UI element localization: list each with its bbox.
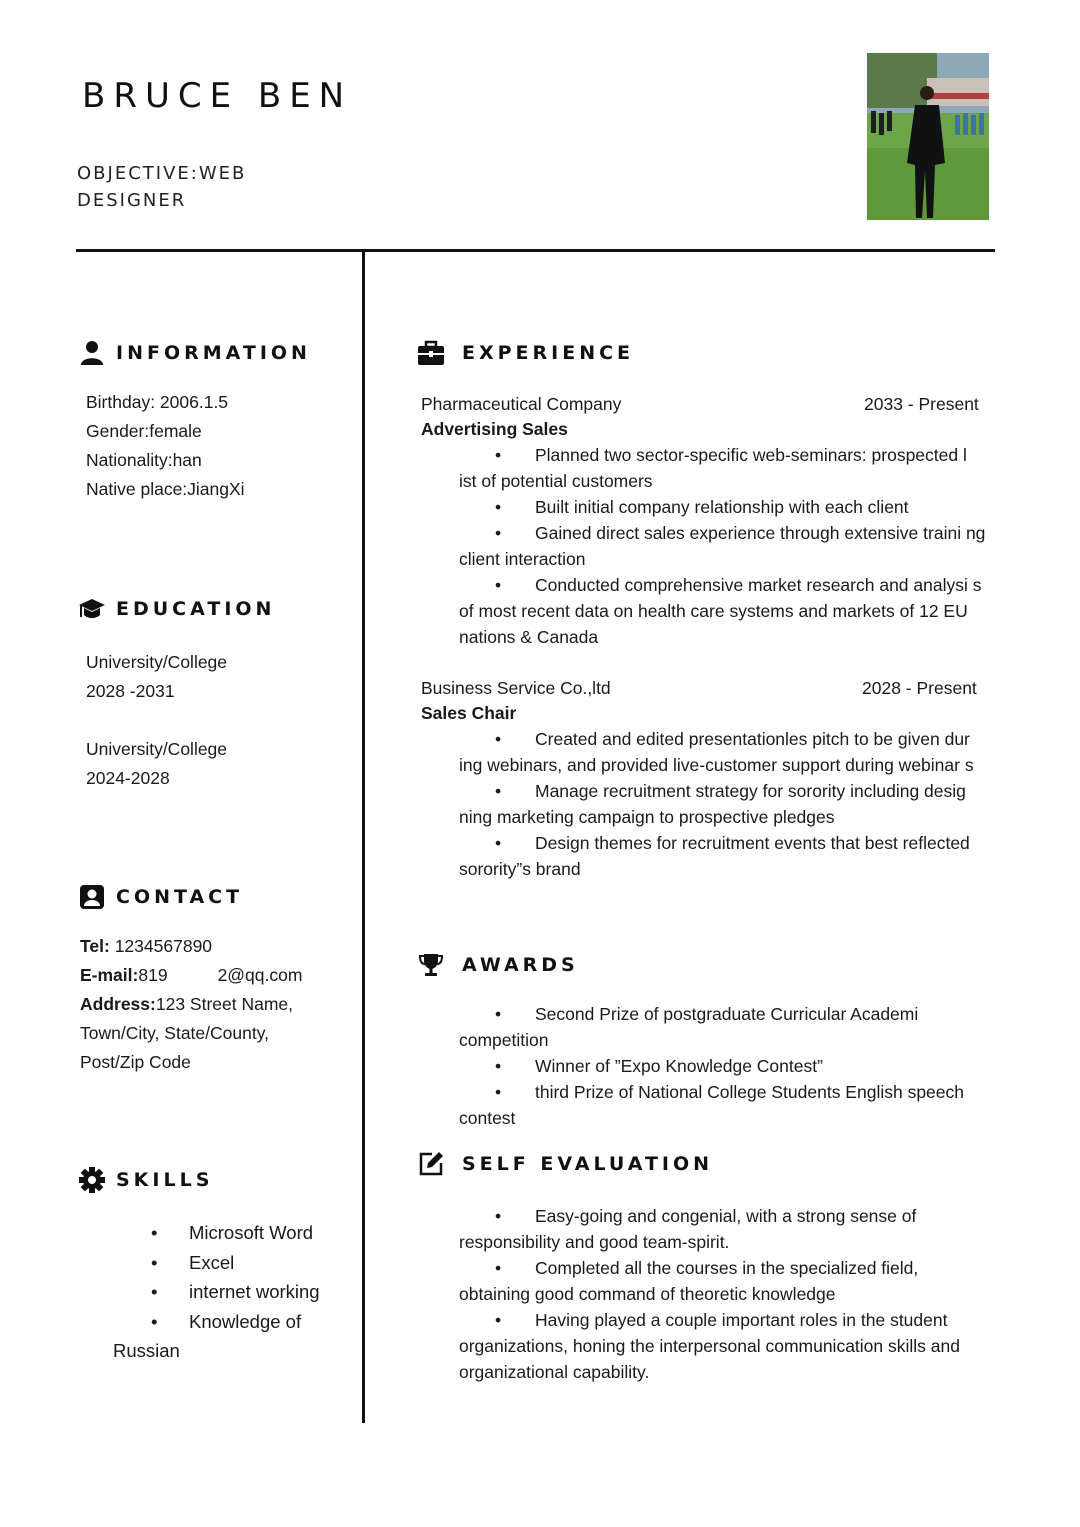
contact-heading [78, 883, 243, 911]
skill-item: • Knowledge of Russian [113, 1307, 343, 1366]
job-bullet: • Gained direct sales experience through extensive traini ng client interaction [459, 520, 989, 572]
self-evaluation-title: SELF EVALUATION [462, 1153, 714, 1175]
skill-item: • Excel [113, 1248, 343, 1278]
job-bullet: • Manage recruitment strategy for sorority including desig ning marketing campaign to prospective pledges [459, 778, 989, 830]
briefcase-icon [417, 339, 445, 367]
awards-title: AWARDS [462, 954, 579, 976]
information-heading [78, 339, 311, 367]
job-period: 2028 - Present [862, 678, 977, 698]
job-bullet: • Conducted comprehensive market research and analysi s of most recent data on health care systems and markets of 12 EU nations & Canada [459, 572, 989, 650]
job-bullets [459, 726, 989, 882]
profile-photo [867, 53, 989, 220]
person-icon [78, 339, 106, 367]
award-item: • Winner of ”Expo Knowledge Contest” [459, 1053, 989, 1079]
education-years: 2024-2028 [86, 768, 170, 788]
objective: OBJECTIVE:WEB DESIGNER [77, 163, 247, 211]
self-evaluation-list [459, 1203, 989, 1385]
address-line-3: Post/Zip Code [80, 1052, 191, 1072]
gear-icon [78, 1166, 106, 1194]
address-line-1: 123 Street Name, [155, 994, 294, 1014]
experience-title: EXPERIENCE [462, 342, 635, 364]
email-label: E-mail: [80, 965, 139, 985]
candidate-name: BRUCE BEN [82, 76, 353, 116]
email-value-part2: 2@qq.com [217, 965, 303, 985]
information-title: INFORMATION [116, 342, 311, 364]
job-company: Pharmaceutical Company [421, 394, 622, 414]
education-years: 2028 -2031 [86, 681, 175, 701]
information-list [86, 388, 245, 504]
education-list [86, 648, 227, 793]
evaluation-item: • Easy-going and congenial, with a strong sense of responsibility and good team-spirit. [459, 1203, 989, 1255]
nationality: Nationality:han [86, 450, 202, 470]
evaluation-item: • Having played a couple important roles in the student organizations, honing the interpersonal communication skills and organizational capability. [459, 1307, 989, 1385]
education-title: EDUCATION [116, 598, 276, 620]
job-role: Sales Chair [421, 703, 517, 723]
award-item: • third Prize of National College Students English speech contest [459, 1079, 989, 1131]
evaluation-item: • Completed all the courses in the specialized field, obtaining good command of theoretic knowledge [459, 1255, 989, 1307]
contact-list [80, 932, 302, 1077]
address-label: Address: [80, 994, 156, 1014]
skills-title: SKILLS [116, 1169, 214, 1191]
birthday: Birthday: 2006.1.5 [86, 392, 229, 412]
education-school: University/College [86, 652, 228, 672]
job-bullet: • Created and edited presentationles pitch to be given dur ing webinars, and provided live-customer support during webinar s [459, 726, 989, 778]
column-divider [362, 251, 365, 1423]
address-line [80, 990, 302, 1019]
tel-line [80, 932, 302, 961]
awards-list [459, 1001, 989, 1131]
awards-heading [417, 951, 579, 979]
job-bullets [459, 442, 989, 650]
email-value-part1: 819 [138, 965, 168, 985]
skill-item: • internet working [113, 1277, 343, 1307]
contact-title: CONTACT [116, 886, 244, 908]
trophy-icon [417, 951, 445, 979]
graduation-cap-icon [78, 595, 106, 623]
native-place: Native place:JiangXi [86, 479, 245, 499]
address-line-2: Town/City, State/County, [80, 1023, 270, 1043]
self-evaluation-heading [417, 1150, 713, 1178]
skills-heading [78, 1166, 213, 1194]
award-item: • Second Prize of postgraduate Curricular Academi competition [459, 1001, 989, 1053]
job-bullet: • Planned two sector-specific web-seminars: prospected l ist of potential customers [459, 442, 989, 494]
header-divider [76, 249, 995, 252]
skills-list [113, 1218, 343, 1366]
edit-icon [417, 1150, 445, 1178]
job-period: 2033 - Present [864, 394, 979, 414]
education-school: University/College [86, 739, 228, 759]
tel-value: 1234567890 [114, 936, 213, 956]
skill-item: • Microsoft Word [113, 1218, 343, 1248]
job-bullet: • Built initial company relationship with each client [459, 494, 989, 520]
gender: Gender:female [86, 421, 202, 441]
education-heading [78, 595, 275, 623]
job-bullet: • Design themes for recruitment events that best reflected sorority”s brand [459, 830, 989, 882]
job-role: Advertising Sales [421, 419, 568, 439]
contact-card-icon [78, 883, 106, 911]
email-line [80, 961, 302, 990]
job-company: Business Service Co.,ltd [421, 678, 611, 698]
tel-label: Tel: [80, 936, 110, 956]
experience-heading [417, 339, 634, 367]
